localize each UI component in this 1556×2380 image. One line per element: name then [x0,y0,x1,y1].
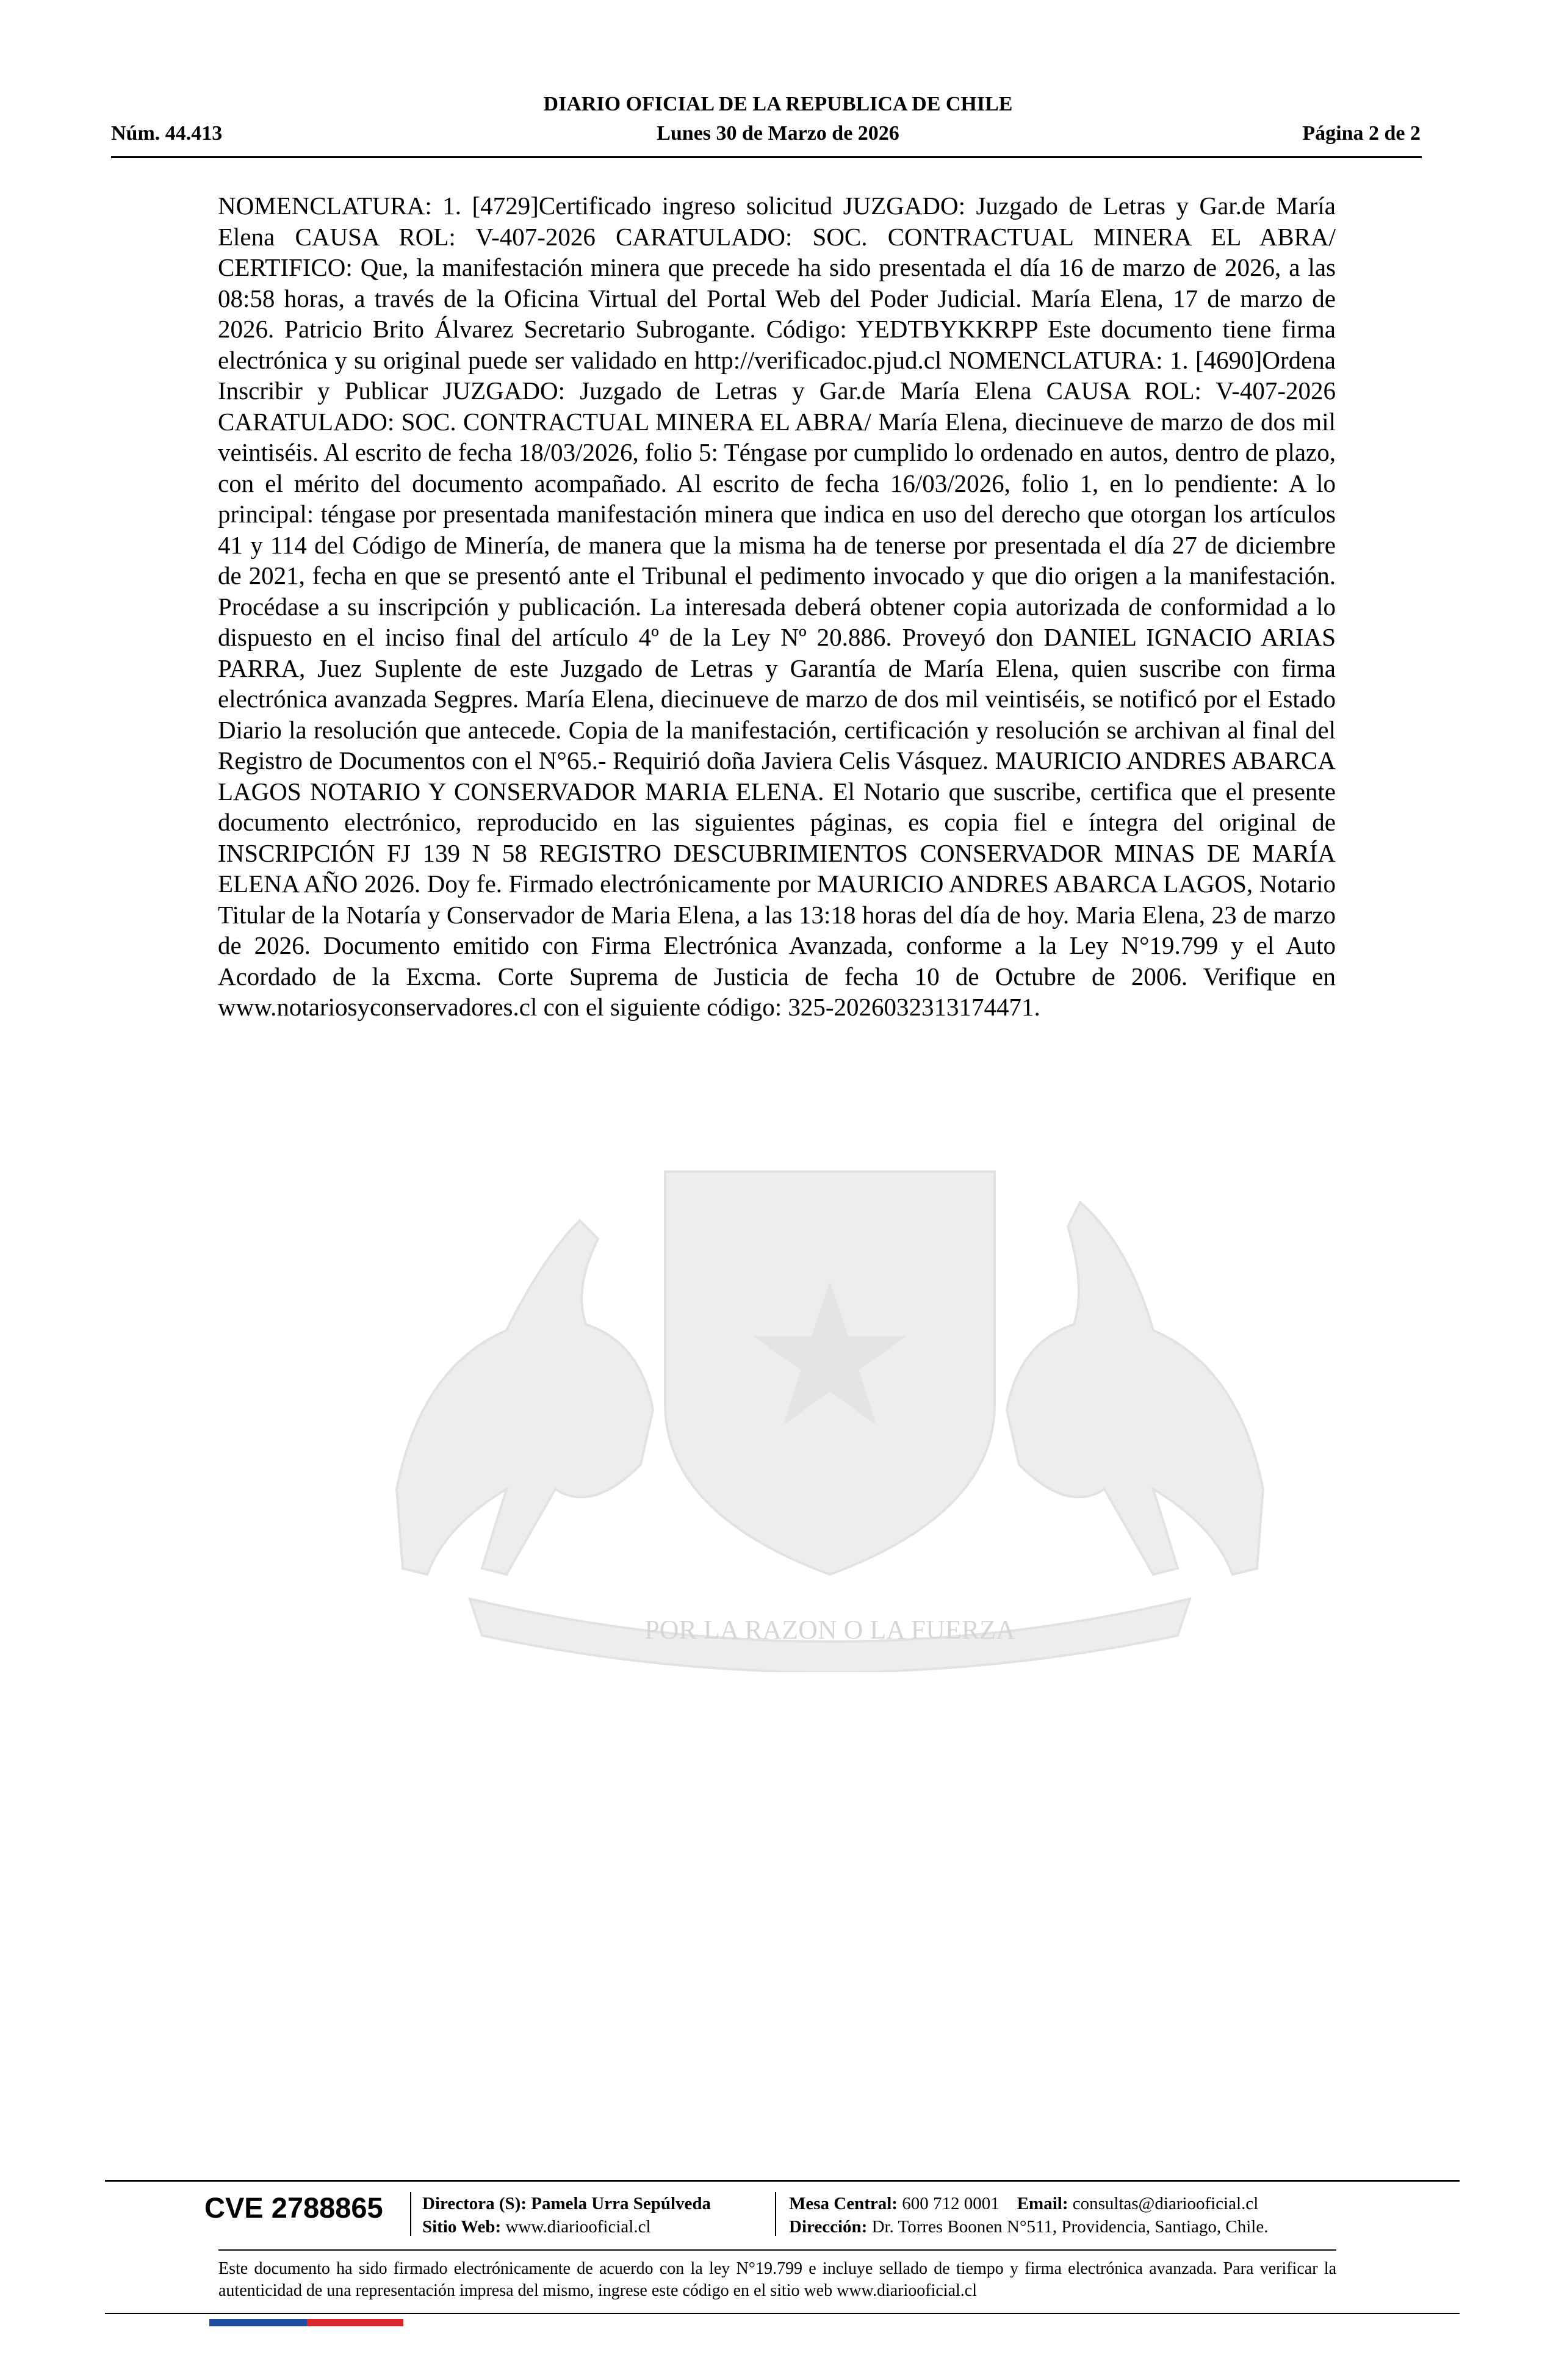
document-body: NOMENCLATURA: 1. [4729]Certificado ingreso solicitud JUZGADO: Juzgado de Letras y Gar.de María Elena CAUSA ROL: V-407-2026 CARATULADO: SOC. CONTRACTUAL MINERA EL ABRA/ CERTIFICO: Que, la manifestación minera que precede ha sido presentada el día 16 de marzo de 2026, a las 08:58 horas, a través de la Oficina Virtual del Portal Web del Poder Judicial. María Elena, 17 de marzo de 2026. Patricio Brito Álvarez Secretario Subrogante. Código: YEDTBYKKRPP Este documento tiene firma electrónica y su original puede ser validado en http://verificadoc.pjud.cl NOMENCLATURA: 1. [4690]Ordena Inscribir y Publicar JUZGADO: Juzgado de Letras y Gar.de María Elena CAUSA ROL: V-407-2026 CARATULADO: SOC. CONTRACTUAL MINERA EL ABRA/ María Elena, diecinueve de marzo de dos mil veintiséis. Al escrito de fecha 18/03/2026, folio 5: Téngase por cumplido lo ordenado en autos, dentro de plazo, con el mérito del documento acompañado. Al escrito de fecha 16/03/2026, folio 1, en lo pendiente: A lo principal: téngase por presentada manifestación minera que indica en uso del derecho que otorgan los artículos 41 y 114 del Código de Minería, de manera que la misma ha de tenerse por presentada el día 27 de diciembre de 2021, fecha en que se presentó ante el Tribunal el pedimento invocado y que dio origen a la manifestación. Procédase a su inscripción y publicación. La interesada deberá obtener copia autorizada de conformidad a lo dispuesto en el inciso final del artículo 4º de la Ley Nº 20.886. Proveyó don DANIEL IGNACIO ARIAS PARRA, Juez Suplente de este Juzgado de Letras y Garantía de María Elena, quien suscribe con firma electrónica avanzada Segpres. María Elena, diecinueve de marzo de dos mil veintiséis, se notificó por el Estado Diario la resolución que antecede. Copia de la manifestación, certificación y resolución se archivan al final del Registro de Documentos con el N°65.- Requirió doña Javiera Celis Vásquez. MAURICIO ANDRES ABARCA LAGOS NOTARIO Y CONSERVADOR MARIA ELENA. El Notario que suscribe, certifica que el presente documento electrónico, reproducido en las siguientes páginas, es copia fiel e íntegra del original de INSCRIPCIÓN FJ 139 N 58 REGISTRO DESCUBRIMIENTOS CONSERVADOR MINAS DE MARÍA ELENA AÑO 2026. Doy fe. Firmado electrónicamente por MAURICIO ANDRES ABARCA LAGOS, Notario Titular de la Notaría y Conservador de Maria Elena, a las 13:18 horas del día de hoy. Maria Elena, 23 de marzo de 2026. Documento emitido con Firma Electrónica Avanzada, conforme a la Ley N°19.799 y el Auto Acordado de la Excma. Corte Suprema de Justicia de fecha 10 de Octubre de 2006. Verifique en www.notariosyconservadores.cl con el siguiente código: 325-2026032313174471. [218,192,1336,1021]
website-link[interactable]: www.diariooficial.cl [505,2217,651,2237]
phone-number: 600 712 0001 [902,2194,1000,2213]
flag-stripe-blue [209,2319,307,2326]
flag-stripe-red [307,2319,403,2326]
signature-note: Este documento ha sido firmado electrónicamente de acuerdo con la ley N°19.799 e incluye sellado de tiempo y firma electrónica avanzada. Para verificar la autenticidad de una representación impresa del mismo, ingrese este código en el sitio web www.diariooficial.cl [218,2259,1336,2300]
footer-middle-divider [218,2249,1336,2251]
director-label: Directora (S): [422,2194,527,2213]
director-name: Pamela Urra Sepúlveda [531,2194,711,2213]
footer-separator [775,2192,776,2236]
cve-code: CVE 2788865 [204,2191,383,2224]
footer-bottom-divider [105,2313,1460,2314]
issue-date: Lunes 30 de Marzo de 2026 [657,122,899,145]
footer-contact-right [789,2192,1268,2238]
address-label: Dirección: [789,2217,868,2237]
footer-top-divider [105,2180,1460,2182]
website-label: Sitio Web: [422,2217,502,2237]
header-divider [111,156,1422,158]
email-label: Email: [1017,2194,1068,2213]
footer-separator [410,2192,411,2236]
issue-number: Núm. 44.413 [111,122,223,145]
address: Dr. Torres Boonen N°511, Providencia, Santiago, Chile. [871,2217,1269,2237]
watermark-motto: POR LA RAZON O LA FUERZA [644,1615,1015,1645]
footer-contact-left [422,2192,711,2238]
phone-label: Mesa Central: [789,2194,898,2213]
page-number: Página 2 de 2 [1302,122,1421,145]
coat-of-arms-watermark-icon [323,1147,1336,1672]
newspaper-title: DIARIO OFICIAL DE LA REPUBLICA DE CHILE [543,93,1013,115]
email-link[interactable]: consultas@diariooficial.cl [1072,2194,1259,2213]
